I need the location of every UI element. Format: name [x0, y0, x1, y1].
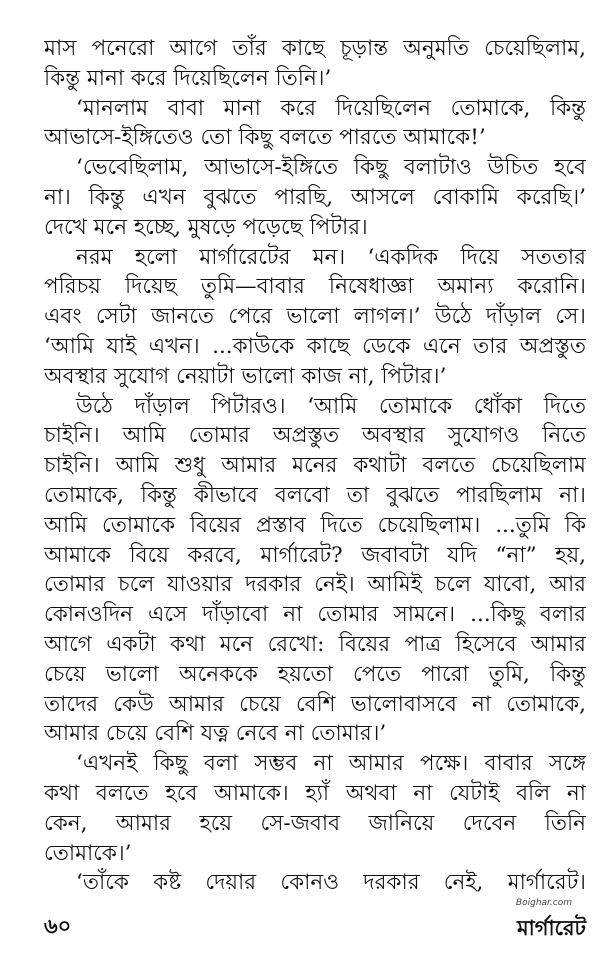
text-line: তোমাকে, কিন্তু কীভাবে বলবো তা বুঝতে পারছিলাম না। [44, 482, 586, 508]
watermark: Boighar.com [515, 898, 572, 908]
page-number: ৬০ [44, 913, 72, 938]
text-line: চাইনি। আমি তোমার অপ্রস্তুত অবস্থার সুযোগও নিতে [44, 423, 586, 449]
text-line: ‘ভেবেছিলাম, আভাসে-ইঙ্গিতে কিছু বলাটাও উচিত হবে [76, 155, 586, 181]
text-line: ‘এখনই কিছু বলা সম্ভব না আমার পক্ষে। বাবার সঙ্গে [76, 751, 586, 777]
text-line: এবং সেটা জানতে পেরে ভালো লাগল।’ উঠে দাঁড়াল সে। [44, 304, 586, 330]
text-line: ‘তাঁকে কষ্ট দেয়ার কোনও দরকার নেই, মার্গারেট। [76, 870, 586, 896]
text-line: আমার চেয়ে বেশি যত্ন নেবে না তোমার।’ [44, 721, 387, 747]
text-line: মাস পনেরো আগে তাঁর কাছে চূড়ান্ত অনুমতি চেয়েছিলাম, [44, 36, 586, 61]
text-line: চাইনি। আমি শুধু আমার মনের কথাটা বলতে চেয়েছিলাম [44, 453, 586, 479]
text-line: কেন, আমার হয়ে সে-জবাব জানিয়ে দেবেন তিনি [44, 810, 586, 836]
page-footer [44, 898, 586, 938]
text-line: আগে একটা কথা মনে রেখো: বিয়ের পাত্র হিসেবে আমার [44, 631, 586, 657]
text-line: উঠে দাঁড়াল পিটারও। ‘আমি তোমাকে ধোঁকা দিতে [76, 393, 586, 419]
text-line: চেয়ে ভালো অনেককে হয়তো পেতে পারো তুমি, কিন্তু [44, 661, 586, 687]
book-title: মার্গারেট [516, 915, 586, 940]
text-line: অবস্থার সুযোগ নেয়াটা ভালো কাজ না, পিটার।’ [44, 363, 447, 389]
text-line: আমি তোমাকে বিয়ের প্রস্তাব দিতে চেয়েছিলাম। ...তুমি কি [44, 512, 586, 538]
text-line: দেখে মনে হচ্ছে, মুষড়ে পড়েছে পিটার। [44, 214, 368, 240]
text-line: তোমাকে।’ [44, 840, 132, 866]
text-line: কথা বলতে হবে আমাকে। হ্যাঁ অথবা না যেটাই বলি না [44, 780, 586, 806]
text-line: পরিচয় দিয়েছ তুমি—বাবার নিষেধাজ্ঞা অমান্য করোনি। [44, 274, 586, 300]
text-line: নরম হলো মার্গারেটের মন। ‘একদিক দিয়ে সততার [76, 244, 586, 270]
text-line: কিন্তু মানা করে দিয়েছিলেন তিনি।’ [44, 65, 332, 91]
text-line: ‘আমি যাই এখন। ...কাউকে কাছে ডেকে এনে তার অপ্রস্তুত [44, 333, 586, 359]
text-line: না। কিন্তু এখন বুঝতে পারছি, আসলে বোকামি করেছি।’ [44, 184, 586, 210]
page-body [44, 34, 586, 898]
text-line: তাদের কেউ আমার চেয়ে বেশি ভালোবাসবে না তোমাকে, [44, 691, 586, 717]
text-line: ‘মানলাম বাবা মানা করে দিয়েছিলেন তোমাকে, কিন্তু [76, 95, 586, 121]
text-line: আভাসে-ইঙ্গিতেও তো কিছু বলতে পারতে আমাকে!’ [44, 125, 486, 151]
text-line: আমাকে বিয়ে করবে, মার্গারেট? জবাবটা যদি “না” হয়, [44, 542, 586, 568]
text-line: তোমার চলে যাওয়ার দরকার নেই। আমিই চলে যাবো, আর [44, 572, 586, 598]
text-line: কোনওদিন এসে দাঁড়াবো না তোমার সামনে। ...কিছু বলার [44, 602, 586, 628]
